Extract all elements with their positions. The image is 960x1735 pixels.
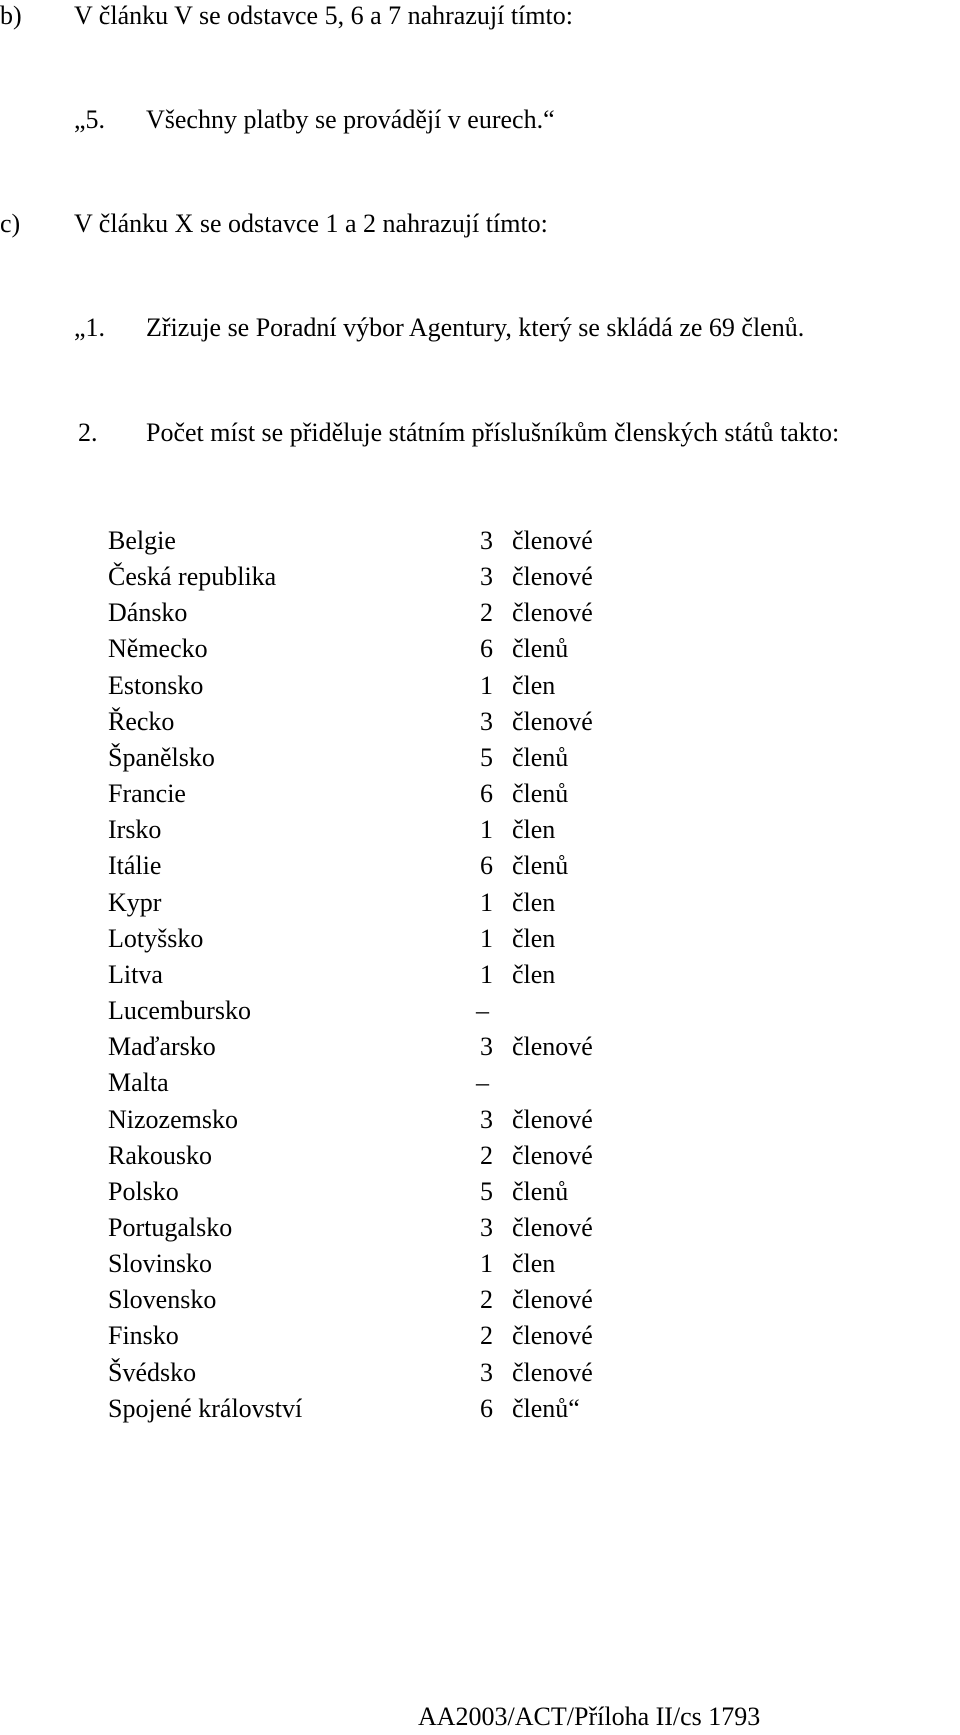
member-count: – xyxy=(476,996,489,1026)
paragraph-text: Počet míst se přiděluje státním příslušníkům členských států takto: xyxy=(146,418,840,447)
member-unit: členové xyxy=(512,706,593,736)
member-count: 1 xyxy=(480,923,493,953)
member-unit: členové xyxy=(512,1140,593,1170)
country-name: Spojené království xyxy=(108,1393,303,1423)
country-name: Irsko xyxy=(108,815,162,845)
member-count: 5 xyxy=(480,1176,493,1206)
member-count: 3 xyxy=(480,562,493,592)
country-name: Španělsko xyxy=(108,742,215,772)
member-unit: členů xyxy=(512,779,569,809)
member-count: 3 xyxy=(480,1104,493,1134)
member-unit: členů xyxy=(512,742,569,772)
country-name: Lotyšsko xyxy=(108,923,204,953)
member-unit: členové xyxy=(512,1032,593,1062)
member-count: 2 xyxy=(480,1285,493,1315)
document-reference: AA2003/ACT/Příloha II/cs 1793 xyxy=(418,1702,761,1731)
member-unit: členové xyxy=(512,1321,593,1351)
country-name: Litva xyxy=(108,959,163,989)
member-unit: členů xyxy=(512,634,569,664)
paragraph-text: Všechny platby se provádějí v eurech.“ xyxy=(146,105,555,134)
member-count: 1 xyxy=(480,670,493,700)
country-name: Malta xyxy=(108,1068,169,1098)
member-unit: členové xyxy=(512,598,593,628)
country-name: Česká republika xyxy=(108,562,277,592)
member-unit: členové xyxy=(512,1104,593,1134)
member-unit: členů xyxy=(512,851,569,881)
country-name: Portugalsko xyxy=(108,1212,233,1242)
member-count: 1 xyxy=(480,887,493,917)
member-count: 3 xyxy=(480,526,493,555)
member-count: 1 xyxy=(480,959,493,989)
member-count: 6 xyxy=(480,634,493,664)
member-unit: člen xyxy=(512,670,556,700)
country-name: Slovinsko xyxy=(108,1249,213,1279)
paragraph-marker: „5. xyxy=(74,105,106,134)
member-count: 2 xyxy=(480,598,493,628)
paragraph-text: V článku X se odstavce 1 a 2 nahrazují tímto: xyxy=(74,209,548,238)
member-unit: členů“ xyxy=(512,1393,580,1423)
member-unit: člen xyxy=(512,815,556,845)
country-name: Lucembursko xyxy=(108,996,251,1026)
member-count: – xyxy=(476,1068,489,1098)
country-name: Slovensko xyxy=(108,1285,217,1315)
paragraph-marker: 2. xyxy=(78,418,98,447)
paragraph-marker: b) xyxy=(0,1,22,30)
paragraph-text: V článku V se odstavce 5, 6 a 7 nahrazují tímto: xyxy=(74,1,573,30)
member-unit: členové xyxy=(512,562,593,592)
country-name: Estonsko xyxy=(108,670,204,700)
country-name: Polsko xyxy=(108,1176,179,1206)
member-count: 3 xyxy=(480,1032,493,1062)
member-count: 2 xyxy=(480,1321,493,1351)
country-name: Rakousko xyxy=(108,1140,212,1170)
member-unit: členové xyxy=(512,1285,593,1315)
member-unit: člen xyxy=(512,959,556,989)
country-name: Dánsko xyxy=(108,598,188,628)
member-count: 3 xyxy=(480,706,493,736)
country-name: Německo xyxy=(108,634,208,664)
member-unit: člen xyxy=(512,923,556,953)
member-count: 2 xyxy=(480,1140,493,1170)
member-count: 6 xyxy=(480,1393,493,1423)
member-unit: členů xyxy=(512,1176,569,1206)
country-name: Finsko xyxy=(108,1321,179,1351)
country-name: Belgie xyxy=(108,526,176,555)
country-name: Nizozemsko xyxy=(108,1104,238,1134)
member-unit: člen xyxy=(512,887,556,917)
member-unit: člen xyxy=(512,1249,556,1279)
member-unit: členové xyxy=(512,526,593,555)
member-count: 1 xyxy=(480,1249,493,1279)
country-name: Francie xyxy=(108,779,186,809)
member-unit: členové xyxy=(512,1357,593,1387)
member-unit: členové xyxy=(512,1212,593,1242)
country-name: Kypr xyxy=(108,887,162,917)
paragraph-marker: c) xyxy=(0,209,21,238)
member-count: 6 xyxy=(480,779,493,809)
country-name: Itálie xyxy=(108,851,162,881)
member-count: 6 xyxy=(480,851,493,881)
member-count: 3 xyxy=(480,1212,493,1242)
paragraph-text: Zřizuje se Poradní výbor Agentury, který se skládá ze 69 členů. xyxy=(146,313,805,342)
member-count: 1 xyxy=(480,815,493,845)
country-name: Švédsko xyxy=(108,1357,197,1387)
member-count: 3 xyxy=(480,1357,493,1387)
paragraph-marker: „1. xyxy=(74,313,106,342)
country-name: Maďarsko xyxy=(108,1032,216,1062)
country-name: Řecko xyxy=(108,706,175,736)
member-count: 5 xyxy=(480,742,493,772)
